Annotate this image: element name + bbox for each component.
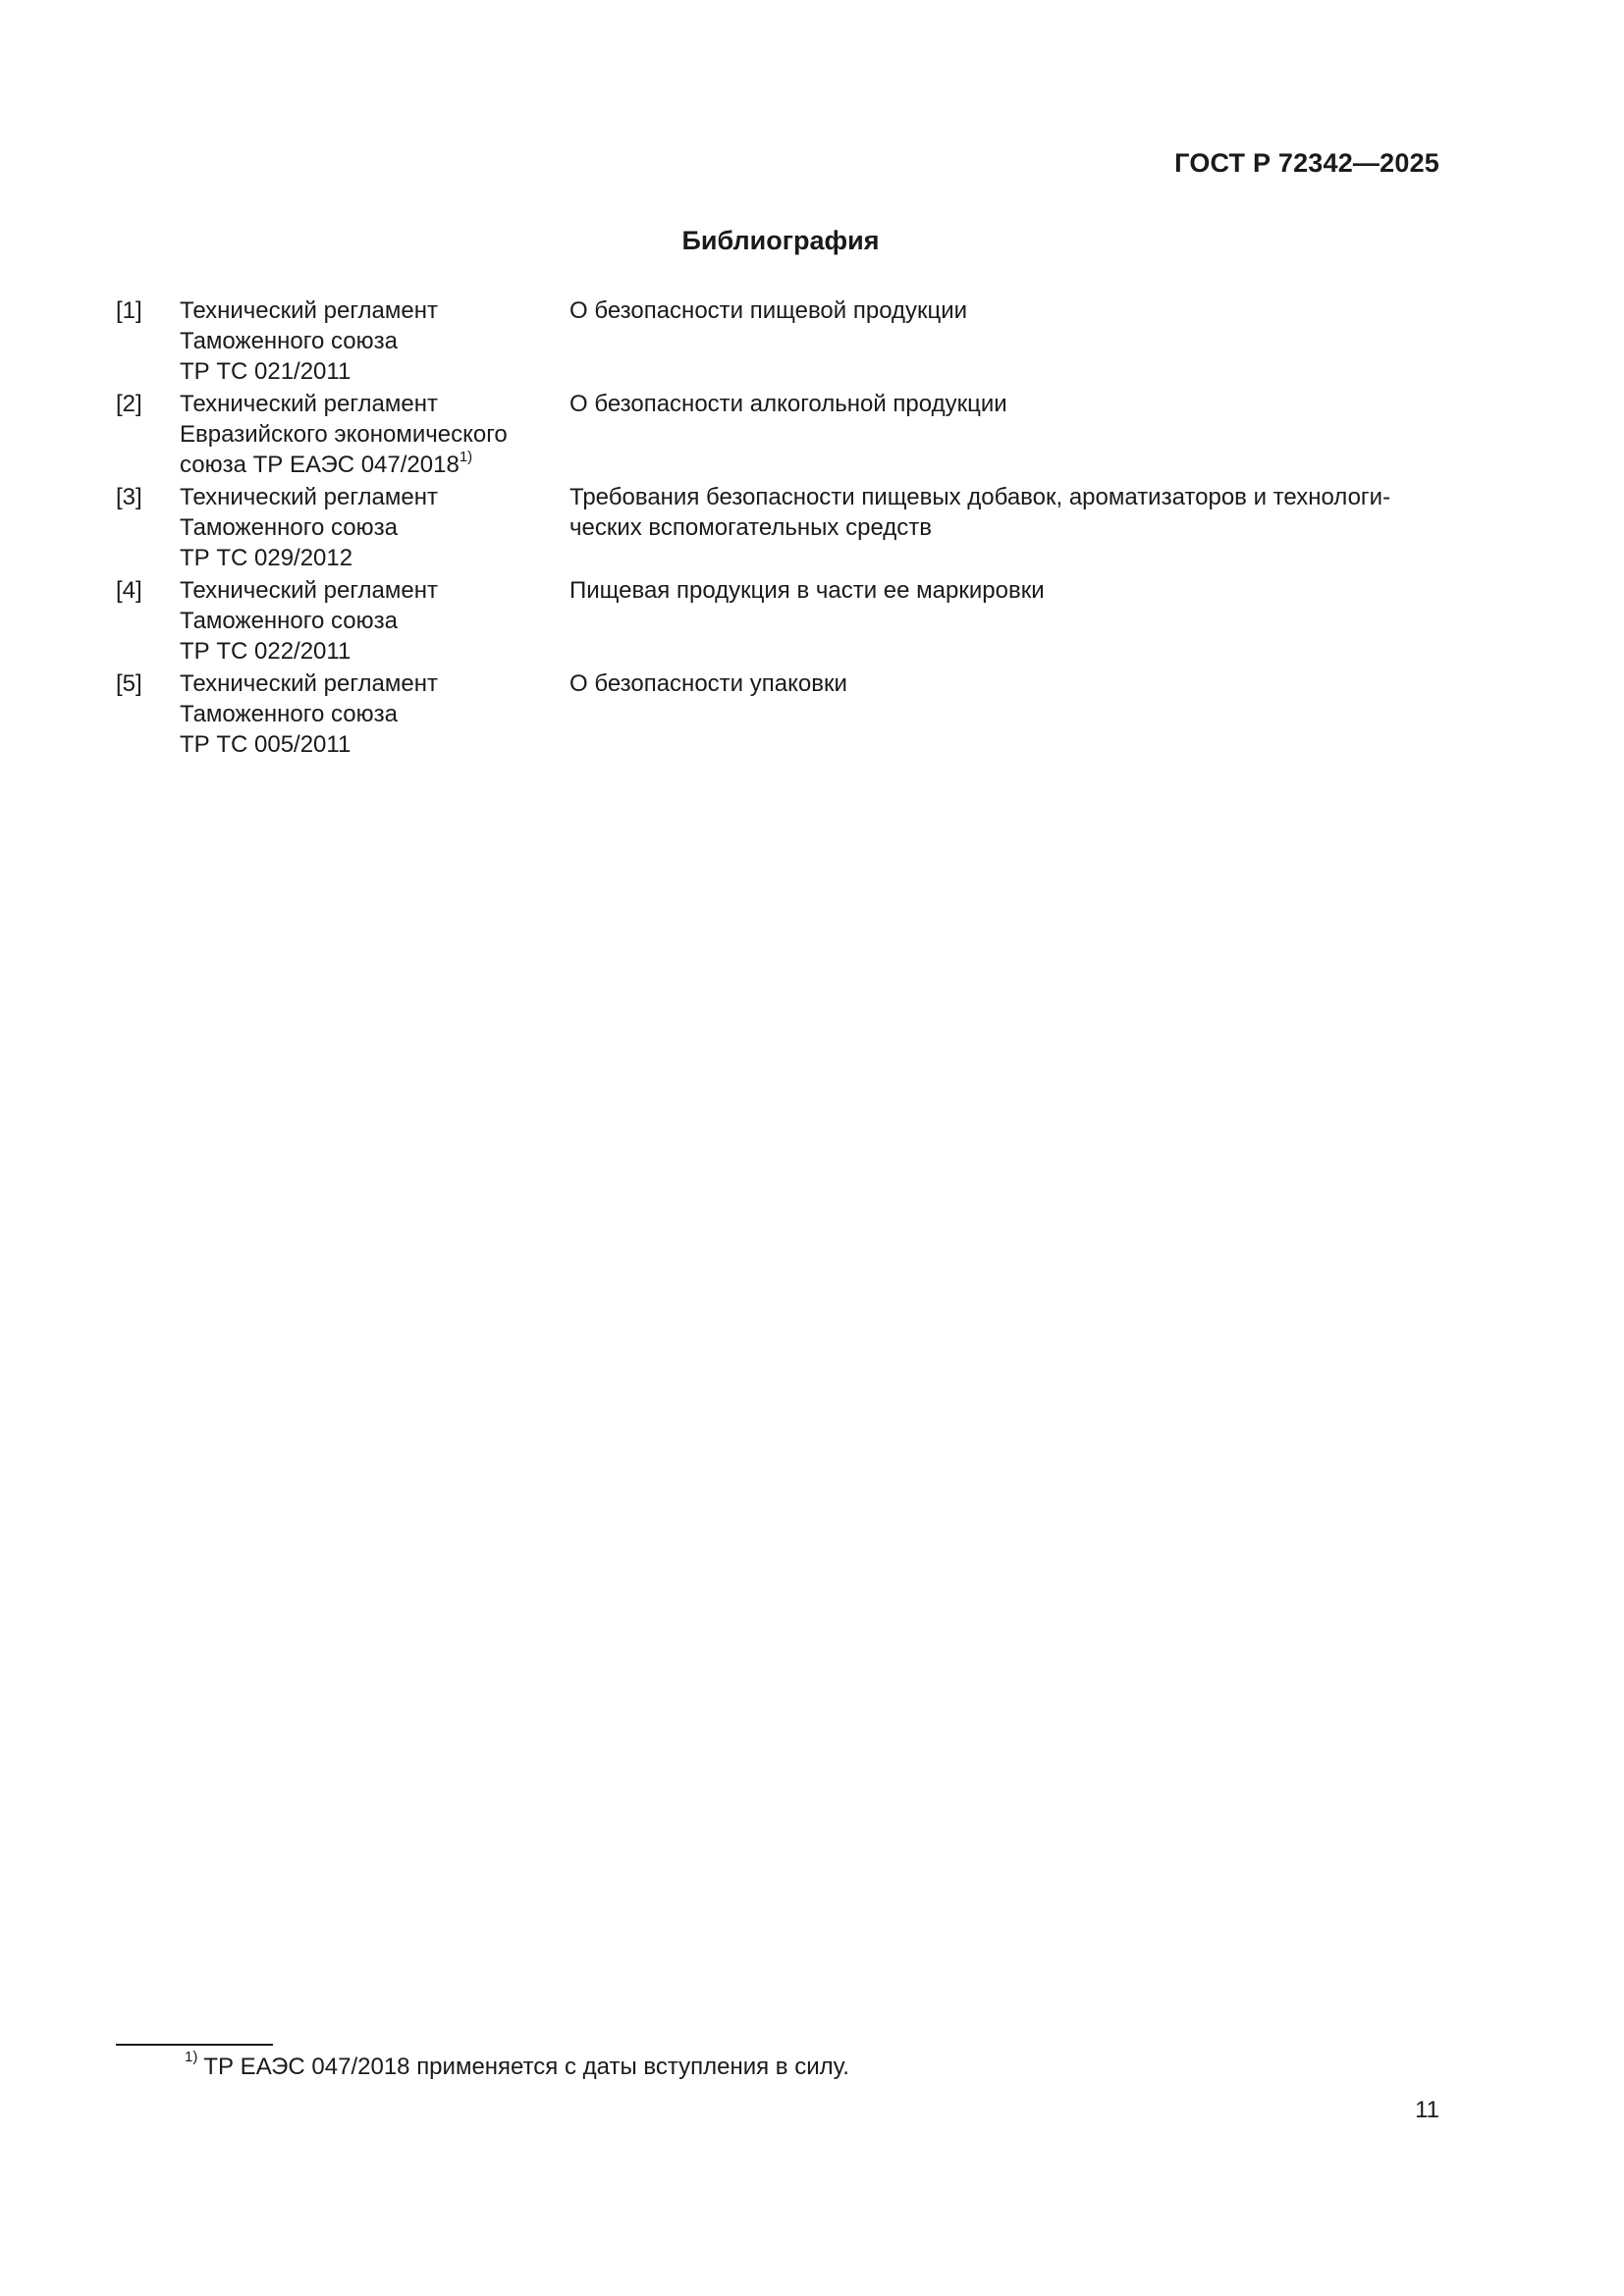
bibliography-entry-title: О безопасности алкогольной продукции bbox=[569, 391, 1007, 417]
bibliography-entry-number: [2] bbox=[116, 391, 142, 417]
bibliography-entry-document: Технический регламент Евразийского экономического союза ТР ЕАЭС 047/2018 bbox=[180, 391, 508, 478]
footnote bbox=[185, 2049, 849, 2082]
bibliography-entry-document-wrap bbox=[180, 389, 569, 480]
bibliography-entry bbox=[116, 389, 1441, 480]
bibliography-entry-number: [4] bbox=[116, 577, 142, 604]
bibliography-entry bbox=[116, 482, 1441, 573]
bibliography-entry-number: [5] bbox=[116, 670, 142, 697]
bibliography-entry-number: [3] bbox=[116, 484, 142, 510]
page-number: 11 bbox=[1415, 2097, 1439, 2123]
bibliography-list bbox=[116, 295, 1441, 762]
bibliography-entry-document: Технический регламент Таможенного союза ТР ТС 021/2011 bbox=[180, 297, 438, 385]
footnote-mark: 1) bbox=[185, 2049, 198, 2065]
bibliography-entry bbox=[116, 668, 1441, 760]
bibliography-entry-title: О безопасности упаковки bbox=[569, 670, 847, 697]
footnote-text: ТР ЕАЭС 047/2018 применяется с даты вступления в силу. bbox=[203, 2054, 849, 2080]
bibliography-entry-document: Технический регламент Таможенного союза ТР ТС 005/2011 bbox=[180, 670, 438, 758]
bibliography-entry bbox=[116, 295, 1441, 387]
document-number: ГОСТ Р 72342—2025 bbox=[1174, 148, 1439, 178]
footnote-reference-mark: 1) bbox=[459, 449, 473, 465]
bibliography-entry-title: О безопасности пищевой продукции bbox=[569, 297, 968, 324]
bibliography-entry-title: Требования безопасности пищевых добавок, ароматизаторов и технологи- ческих вспомогательных средств bbox=[569, 484, 1391, 541]
bibliography-entry-document: Технический регламент Таможенного союза ТР ТС 022/2011 bbox=[180, 577, 438, 665]
bibliography-entry-number: [1] bbox=[116, 297, 142, 324]
bibliography-entry-title: Пищевая продукция в части ее маркировки bbox=[569, 577, 1045, 604]
bibliography-entry-document: Технический регламент Таможенного союза ТР ТС 029/2012 bbox=[180, 484, 438, 571]
section-title: Библиография bbox=[681, 226, 880, 255]
bibliography-entry bbox=[116, 575, 1441, 667]
footnote-separator bbox=[116, 2044, 273, 2046]
